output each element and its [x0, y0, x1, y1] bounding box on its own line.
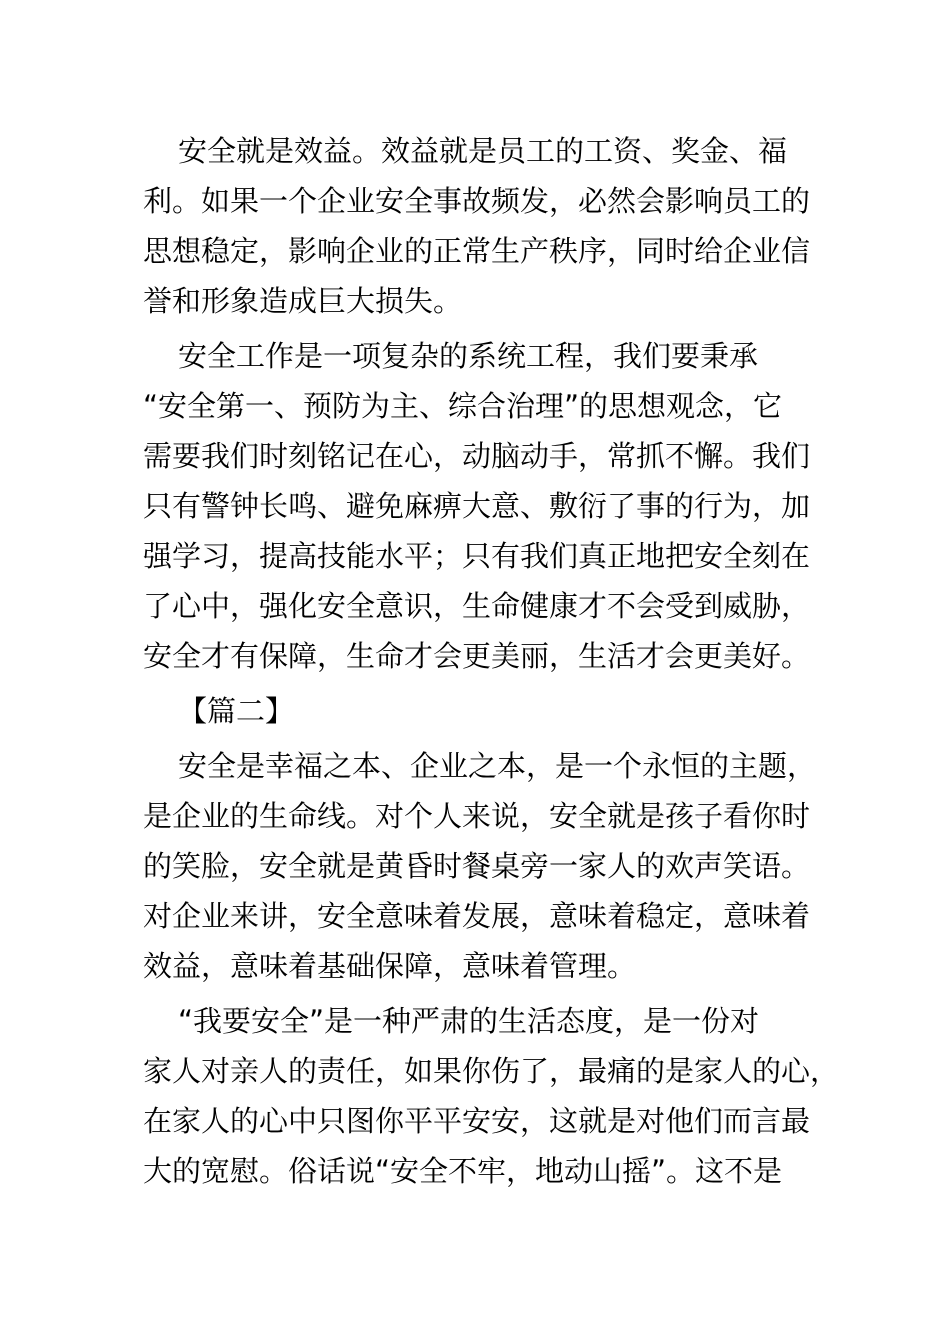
paragraph-2-line-4: 只有警钟长鸣、避免麻痹大意、敷衍了事的行为，加 [143, 489, 811, 523]
section-heading: 【篇二】 [178, 694, 295, 728]
paragraph-1-line-3: 思想稳定，影响企业的正常生产秩序，同时给企业信 [143, 234, 811, 268]
paragraph-3-line-4: 对企业来讲，安全意味着发展，意味着稳定，意味着 [143, 899, 811, 933]
paragraph-1-line-2: 利。如果一个企业安全事故频发，必然会影响员工的 [143, 184, 811, 218]
paragraph-1-line-1: 安全就是效益。效益就是员工的工资、奖金、福 [178, 134, 788, 168]
paragraph-2-line-1: 安全工作是一项复杂的系统工程，我们要秉承 [178, 339, 759, 373]
paragraph-4-line-1: “我要安全”是一种严肃的生活态度，是一份对 [178, 1004, 760, 1038]
paragraph-3-line-1: 安全是幸福之本、企业之本，是一个永恒的主题， [178, 749, 817, 783]
paragraph-4-line-4: 大的宽慰。俗话说“安全不牢，地动山摇”。这不是 [143, 1154, 783, 1188]
paragraph-3-line-3: 的笑脸，安全就是黄昏时餐桌旁一家人的欢声笑语。 [143, 849, 811, 883]
paragraph-2-line-2: “安全第一、预防为主、综合治理”的思想观念，它 [143, 389, 783, 423]
paragraph-2-line-7: 安全才有保障，生命才会更美丽，生活才会更美好。 [143, 639, 811, 673]
paragraph-2-line-5: 强学习，提高技能水平；只有我们真正地把安全刻在 [143, 539, 811, 573]
paragraph-4-line-3: 在家人的心中只图你平平安安，这就是对他们而言最 [143, 1104, 811, 1138]
paragraph-2-line-3: 需要我们时刻铭记在心，动脑动手，常抓不懈。我们 [143, 439, 811, 473]
paragraph-4-line-2: 家人对亲人的责任，如果你伤了，最痛的是家人的心， [143, 1054, 840, 1088]
paragraph-3-line-2: 是企业的生命线。对个人来说，安全就是孩子看你时 [143, 799, 811, 833]
paragraph-2-line-6: 了心中，强化安全意识，生命健康才不会受到威胁， [143, 589, 811, 623]
paragraph-1-line-4: 誉和形象造成巨大损失。 [143, 284, 463, 318]
paragraph-3-line-5: 效益，意味着基础保障，意味着管理。 [143, 949, 637, 983]
